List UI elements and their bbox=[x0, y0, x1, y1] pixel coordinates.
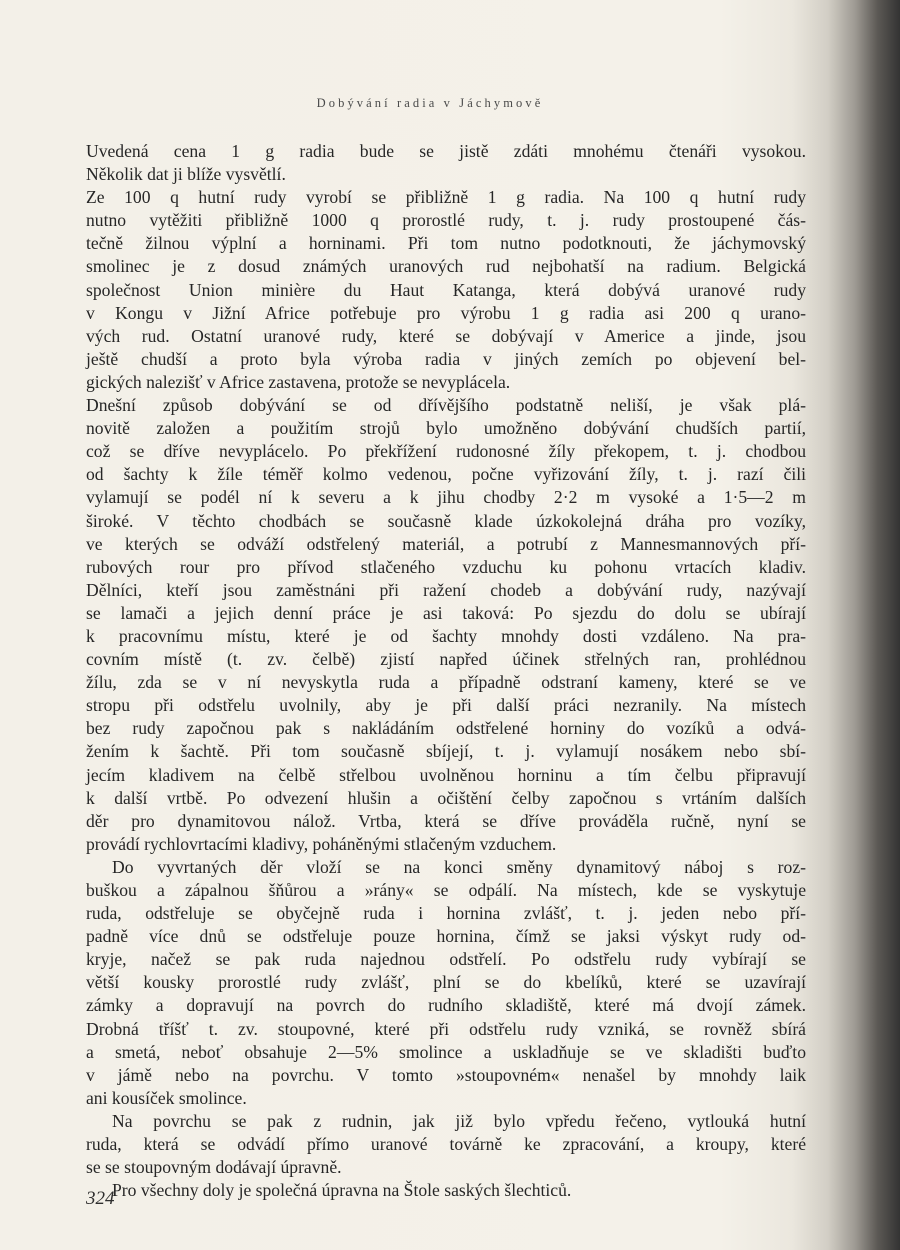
text-line: k další vrtbě. Po odvezení hlušin a očištění čelby započnou s vrtáním dalších bbox=[86, 787, 806, 808]
text-line: zámky a dopravují na povrch do rudního skladiště, které má dvojí zámek. bbox=[86, 995, 806, 1016]
text-line: větší kousky prorostlé rudy zvlášť, plní se do kbelíků, které se uzavírají bbox=[86, 972, 806, 993]
text-line: Několik dat ji blíže vysvětlí. bbox=[86, 164, 286, 185]
text-line: a smetá, neboť obsahuje 2—5% smolince a uskladňuje se ve skladišti buďto bbox=[86, 1041, 806, 1062]
text-line: Dělníci, kteří jsou zaměstnáni při ražení chodeb a dobývání rudy, nazývají bbox=[86, 579, 806, 600]
body-text bbox=[86, 140, 806, 1202]
text-line: což se dříve nevyplácelo. Po překřížení rudonosné žíly překopem, t. j. chodbou bbox=[86, 441, 806, 462]
text-line: Drobná tříšť t. zv. stoupovné, které při odstřelu rudy vzniká, se rovněž sbírá bbox=[86, 1018, 806, 1039]
running-head: Dobývání radia v Jáchymově bbox=[316, 96, 544, 110]
text-line: vých rud. Ostatní uranové rudy, které se dobývají v Americe a jinde, jsou bbox=[86, 325, 806, 346]
text-line: společnost Union minière du Haut Katanga, která dobývá uranové rudy bbox=[86, 279, 806, 300]
text-line: v jámě nebo na povrchu. V tomto »stoupovném« nenašel by mnohdy laik bbox=[86, 1064, 806, 1085]
text-line: vylamují se podél ní k severu a k jihu chodby 2·2 m vysoké a 1·5—2 m bbox=[86, 487, 806, 508]
text-line: rubových rour pro přívod stlačeného vzduchu ku pohonu vrtacích kladiv. bbox=[86, 556, 806, 577]
text-line: ani kousíček smolince. bbox=[86, 1087, 247, 1108]
page-number: 324 bbox=[86, 1188, 115, 1209]
text-line: provádí rychlovrtacími kladivy, poháněnými stlačeným vzduchem. bbox=[86, 833, 557, 854]
text-line: kryje, načež se pak ruda najednou odstřelí. Po odstřelu rudy vybírají se bbox=[86, 949, 806, 970]
text-line: smolinec je z dosud známých uranových rud nejbohatší na radium. Belgická bbox=[86, 256, 806, 277]
text-line: jecím kladivem na čelbě střelbou uvolněnou horninu a tím čelbu připravují bbox=[86, 764, 806, 785]
text-line: buškou a zápalnou šňůrou a »rány« se odpálí. Na místech, kde se vyskytuje bbox=[86, 880, 806, 900]
text-line: nutno vytěžiti přibližně 1000 q prorostlé rudy, t. j. rudy prostoupené čás- bbox=[86, 210, 806, 231]
text-line: padně více dnů se odstřeluje pouze hornina, čímž se jaksi výskyt rudy od- bbox=[86, 926, 806, 947]
text-line: stropu při odstřelu uvolnily, aby je při další práci nezranily. Na místech bbox=[86, 695, 806, 716]
text-line: bez rudy započnou pak s nakládáním odstřelené horniny do vozíků a odvá- bbox=[86, 718, 806, 739]
text-line: k pracovnímu místu, které je od šachty mnohdy dosti vzdáleno. Na pra- bbox=[86, 625, 806, 646]
text-line: covním místě (t. zv. čelbě) zjistí napřed účinek střelných ran, prohlédnou bbox=[86, 649, 806, 670]
text-line: se lamači a jejich denní práce je asi taková: Po sjezdu do dolu se ubírají bbox=[86, 602, 806, 623]
text-line: v Kongu v Jižní Africe potřebuje pro výrobu 1 g radia asi 200 q urano- bbox=[86, 302, 806, 323]
text-line: novitě založen a použitím strojů bylo umožněno dobývání chudších partií, bbox=[86, 418, 806, 439]
text-line: žílu, zda se v ní nevyskytla ruda a případně odstraní kameny, které se ve bbox=[86, 672, 806, 693]
text-line: tečně žilnou výplní a horninami. Při tom nutno podotknouti, že jáchymovský bbox=[86, 233, 806, 254]
text-line: ještě chudší a proto byla výroba radia v jiných zemích po objevení bel- bbox=[86, 348, 806, 369]
text-line: žením k šachtě. Při tom současně sbíjejí, t. j. vylamují nosákem nebo sbí- bbox=[86, 741, 806, 762]
text-line: Uvedená cena 1 g radia bude se jistě zdáti mnohému čtenáři vysokou. bbox=[86, 141, 806, 161]
text-line: ruda, odstřeluje se obyčejně ruda i hornina zvlášť, t. j. jeden nebo pří- bbox=[86, 903, 806, 924]
text-line: se se stoupovným dodávají úpravně. bbox=[86, 1157, 342, 1178]
text-line: ve kterých se odváží odstřelený materiál, a potrubí z Mannesmannových pří- bbox=[86, 533, 806, 554]
text-line: Ze 100 q hutní rudy vyrobí se přibližně 1 g radia. Na 100 q hutní rudy bbox=[86, 187, 806, 208]
text-line: Pro všechny doly je společná úpravna na Štole saských šlechticů. bbox=[112, 1180, 572, 1201]
text-line: děr pro dynamitovou nálož. Vrtba, která se dříve prováděla ručně, nyní se bbox=[86, 810, 806, 831]
text-line: od šachty k žíle téměř kolmo vedenou, počne vyřizování žíly, t. j. razí čili bbox=[86, 464, 806, 485]
text-line: Do vyvrtaných děr vloží se na konci směny dynamitový náboj s roz- bbox=[112, 856, 806, 877]
text-line: široké. V těchto chodbách se současně klade úzkokolejná dráha pro vozíky, bbox=[86, 510, 806, 531]
text-line: Dnešní způsob dobývání se od dřívějšího podstatně neliší, je však plá- bbox=[86, 395, 806, 416]
text-line: gických nalezišť v Africe zastavena, protože se nevyplácela. bbox=[86, 371, 511, 392]
text-line: Na povrchu se pak z rudnin, jak již bylo vpředu řečeno, vytlouká hutní bbox=[112, 1110, 806, 1131]
text-line: ruda, která se odvádí přímo uranové továrně ke zpracování, a kroupy, které bbox=[86, 1134, 806, 1155]
